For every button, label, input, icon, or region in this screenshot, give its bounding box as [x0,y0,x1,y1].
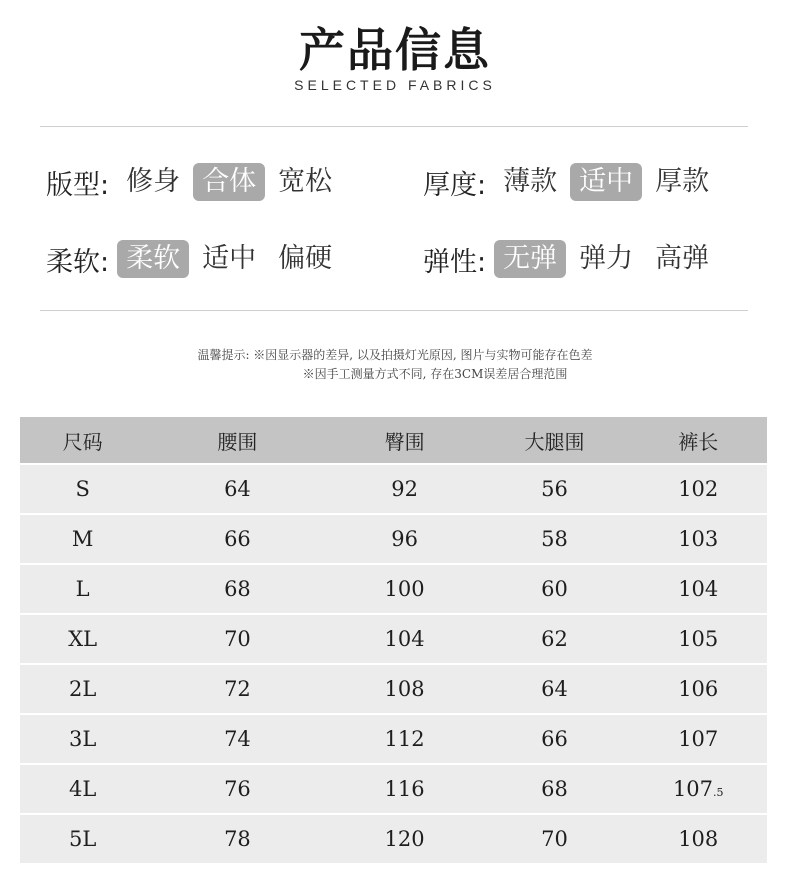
cell-waist: 76 [145,765,329,813]
cell-hip: 96 [330,515,480,563]
cell-length [629,765,767,813]
cell-waist: 68 [145,565,329,613]
cell-length: 104 [629,565,767,613]
attribute-label: 柔软: [46,246,110,278]
option-softness-soft: 柔软 [117,240,189,278]
cell-hip: 120 [330,815,480,863]
option-thickness-thick: 厚款 [655,166,710,197]
page-title: 产品信息 [299,23,491,77]
cell-thigh: 58 [480,515,630,563]
option-elasticity-stretch: 弹力 [579,243,634,274]
option-softness-stiff: 偏硬 [278,243,333,274]
cell-size: M [20,515,145,563]
cell-hip: 108 [330,665,480,713]
cell-waist: 74 [145,715,329,763]
cell-length: 105 [629,615,767,663]
divider-bottom [40,310,748,311]
cell-thigh: 62 [480,615,630,663]
table-row [20,465,767,513]
header-thigh: 大腿围 [480,417,630,463]
cell-length: 106 [629,665,767,713]
cell-waist: 64 [145,465,329,513]
cell-size: 5L [20,815,145,863]
cell-length: 108 [629,815,767,863]
table-row [20,715,767,763]
divider-top [40,126,748,127]
attribute-label: 弹性: [423,246,487,278]
cell-thigh: 56 [480,465,630,513]
option-fit-slim: 修身 [126,166,181,197]
option-softness-medium: 适中 [202,243,257,274]
cell-thigh: 60 [480,565,630,613]
attribute-thickness [423,162,722,202]
cell-size: 2L [20,665,145,713]
header-waist: 腰围 [145,417,329,463]
cell-waist: 78 [145,815,329,863]
cell-thigh: 64 [480,665,630,713]
option-fit-loose: 宽松 [278,166,333,197]
cell-length: 102 [629,465,767,513]
size-table-header [20,417,767,463]
option-fit-regular: 合体 [193,163,265,201]
notice-line-2: ※因手工测量方式不同, 存在3CM误差居合理范围 [302,367,568,381]
cell-thigh: 68 [480,765,630,813]
cell-thigh: 70 [480,815,630,863]
attribute-label: 厚度: [423,169,487,201]
cell-size: 3L [20,715,145,763]
header-length: 裤长 [629,417,767,463]
attribute-fit [46,162,345,202]
length-suffix: .5 [713,786,724,799]
cell-length: 107 [629,715,767,763]
attribute-elasticity [423,239,722,279]
cell-size: XL [20,615,145,663]
cell-hip: 112 [330,715,480,763]
table-row [20,615,767,663]
option-elasticity-none: 无弹 [494,240,566,278]
cell-hip: 92 [330,465,480,513]
option-thickness-thin: 薄款 [503,166,558,197]
attribute-row-1 [0,162,790,202]
cell-waist: 70 [145,615,329,663]
notice-line-1: 温馨提示: ※因显示器的差异, 以及拍摄灯光原因, 图片与实物可能存在色差 [197,348,593,362]
table-row [20,765,767,813]
header-size: 尺码 [20,417,145,463]
cell-size: S [20,465,145,513]
page-subtitle: SELECTED FABRICS [294,77,496,93]
attribute-row-2 [0,239,790,279]
header-hip: 臀围 [330,417,480,463]
attribute-softness [46,239,345,279]
table-row [20,815,767,863]
cell-size: L [20,565,145,613]
length-value: 107 [672,777,714,801]
table-row [20,665,767,713]
cell-hip: 104 [330,615,480,663]
cell-size: 4L [20,765,145,813]
cell-thigh: 66 [480,715,630,763]
cell-waist: 66 [145,515,329,563]
table-row [20,515,767,563]
cell-waist: 72 [145,665,329,713]
table-row [20,565,767,613]
cell-hip: 100 [330,565,480,613]
option-elasticity-high: 高弹 [655,243,710,274]
size-table [20,415,767,865]
attribute-label: 版型: [46,169,110,201]
cell-hip: 116 [330,765,480,813]
option-thickness-medium: 适中 [570,163,642,201]
notice [0,346,790,384]
cell-length: 103 [629,515,767,563]
